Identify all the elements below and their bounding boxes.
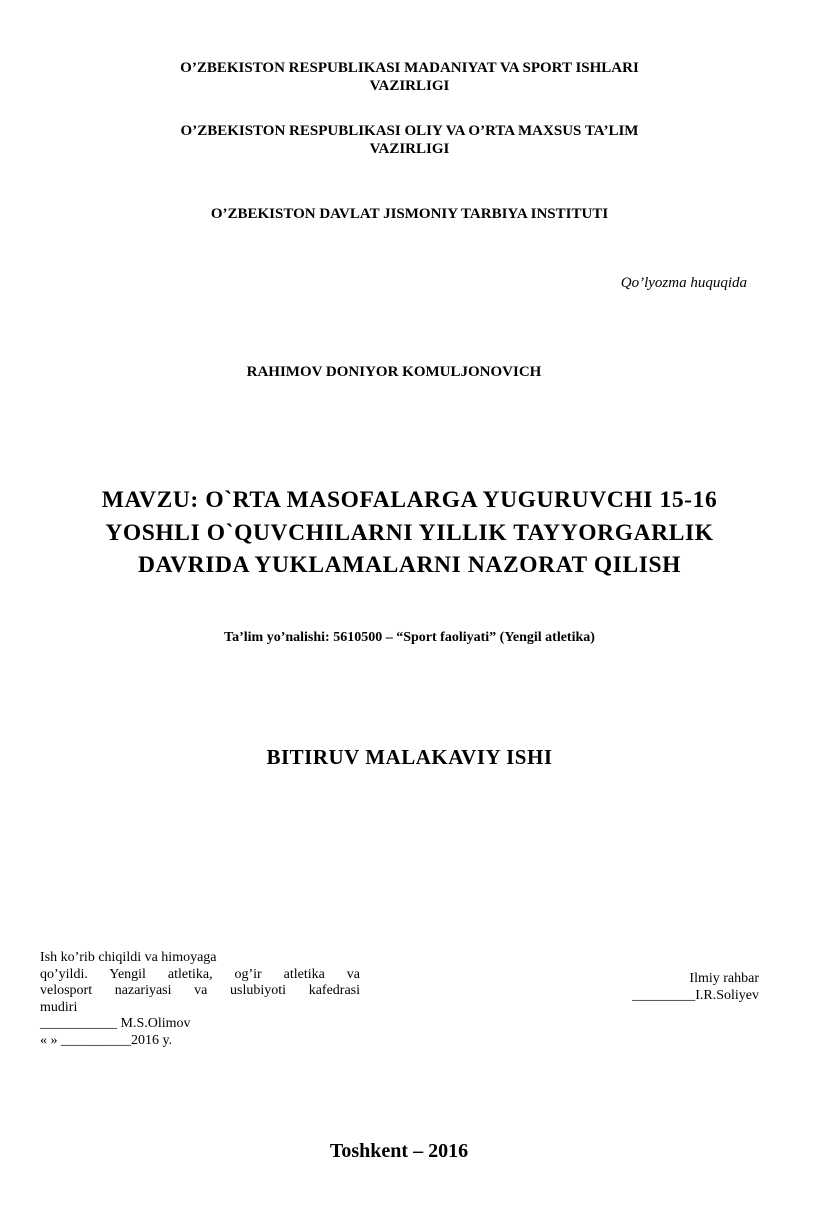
work-type-title: BITIRUV MALAKAVIY ISHI: [266, 745, 553, 769]
supervisor-title: Ilmiy rahbar: [689, 971, 759, 986]
ministry2-line2: VAZIRLIGI: [369, 141, 450, 157]
institute-heading: O’ZBEKISTON DAVLAT JISMONIY TARBIYA INSTITUTI: [210, 206, 609, 222]
ministry1-line2: VAZIRLIGI: [369, 78, 450, 94]
approval-line1: Ish ko’rib chiqildi va himoyaga: [40, 950, 217, 965]
topic-line3: DAVRIDA YUKLAMALARNI NAZORAT QILISH: [137, 552, 682, 578]
ministry-culture-sport-heading: [0, 59, 819, 95]
ministry2-line1: O’ZBEKISTON RESPUBLIKASI OLIY VA O’RTA MAXSUS TA’LIM: [180, 123, 639, 139]
approval-block: [40, 950, 360, 1049]
ministry-higher-education-heading: [0, 122, 819, 158]
manuscript-rights-note: Qo’lyozma huquqida: [620, 275, 747, 291]
ministry1-line1: O’ZBEKISTON RESPUBLIKASI MADANIYAT VA SPORT ISHLARI: [180, 60, 639, 76]
supervisor-signature: _________I.R.Soliyev: [632, 988, 759, 1003]
approval-line3: velosport nazariyasi va uslubiyoti kafedrasi: [40, 983, 360, 998]
approval-line2: qo’yildi. Yengil atletika, og’ir atletika va: [40, 966, 360, 982]
approval-date-line: « » __________2016 y.: [40, 1032, 173, 1048]
topic-line2: YOSHLI O`QUVCHILARNI YILLIK TAYYORGARLIK: [105, 519, 714, 546]
approval-line4: mudiri: [40, 999, 78, 1015]
approval-signature-line: ___________ M.S.Olimov: [40, 1016, 191, 1031]
author-name: RAHIMOV DONIYOR KOMULJONOVICH: [246, 364, 542, 380]
city-year-footer: Toshkent – 2016: [329, 1140, 469, 1162]
topic-line1: MAVZU: O`RTA MASOFALARGA YUGURUVCHI 15-16: [101, 487, 718, 513]
education-direction: Ta’lim yo’nalishi: 5610500 – “Sport faoliyati” (Yengil atletika): [224, 630, 595, 645]
supervisor-block: [632, 970, 759, 1004]
thesis-topic: [0, 484, 819, 582]
